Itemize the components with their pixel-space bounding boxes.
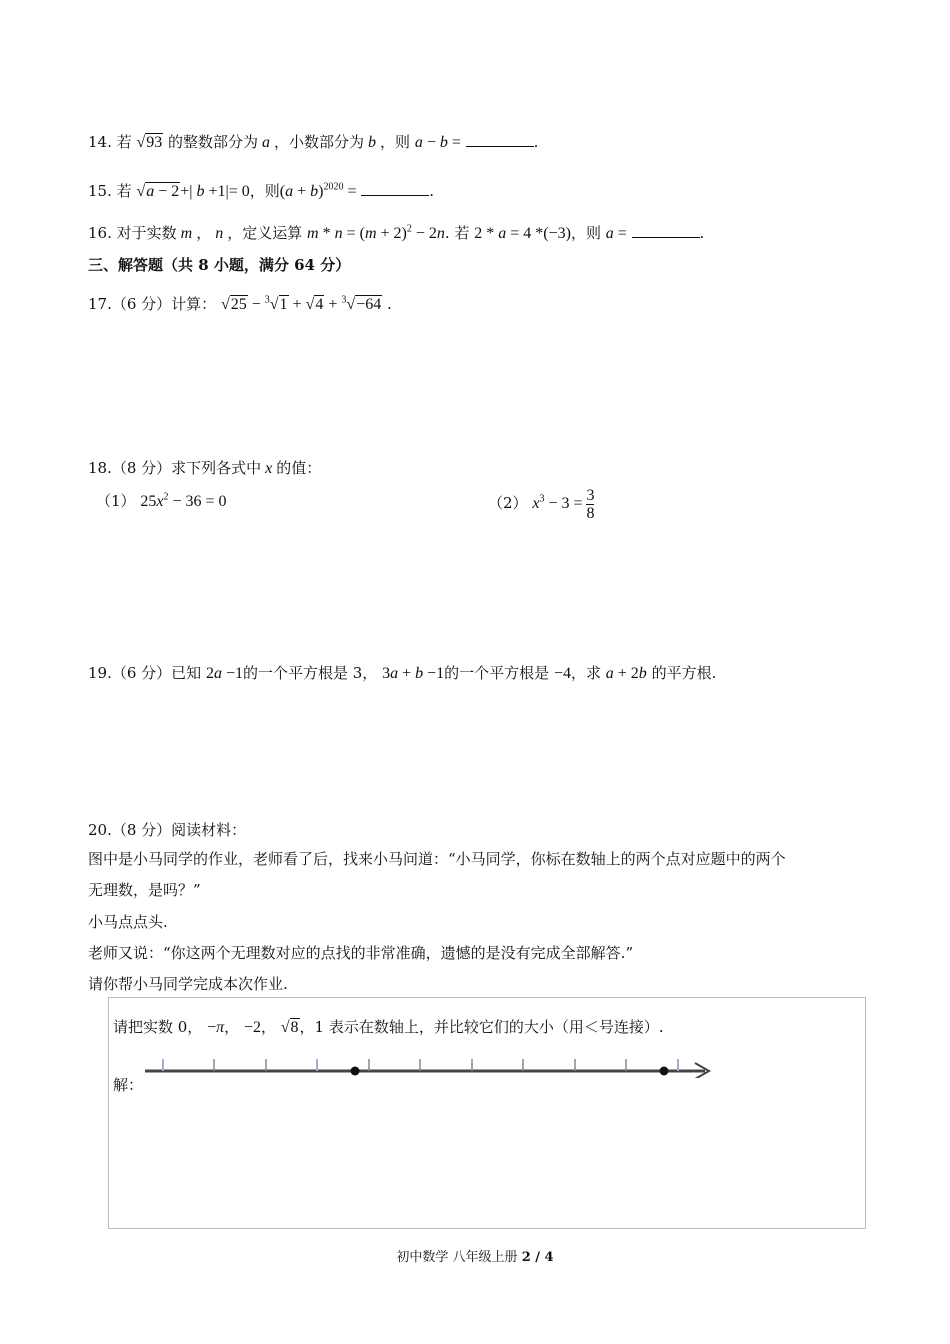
q15-expr: $(a + b)^{2020}$ = xyxy=(279,181,357,200)
box-sqrt8: √8 xyxy=(280,1019,299,1036)
q16-text5: ，则 xyxy=(570,224,601,242)
q14-sqrt93: √93 xyxy=(136,134,163,151)
q14-end: . xyxy=(533,133,539,151)
q17-label: 17.（6 分）计算： xyxy=(88,295,217,313)
q19-text2: 的一个平方根是 xyxy=(444,664,550,682)
q16-text: 对于实数 xyxy=(116,224,177,242)
q15-end: . xyxy=(429,182,435,200)
question-14: 14. 若 √93 的整数部分为 a ，小数部分为 b ，则 a − b = . xyxy=(88,133,539,151)
q20-line3: 小马点点头. xyxy=(88,913,168,931)
q16-text4: . 若 xyxy=(444,224,470,242)
q16-end: . xyxy=(699,224,705,242)
q15-answer-blank[interactable] xyxy=(361,181,429,196)
q16-answer-blank[interactable] xyxy=(632,223,700,238)
q15-text: 若 xyxy=(116,182,132,200)
q20-line4: 老师又说：“你这两个无理数对应的点找的非常准确，遗憾的是没有完成全部解答.” xyxy=(88,944,634,962)
number-line xyxy=(139,1054,719,1078)
q14-number: 14. xyxy=(88,133,112,151)
q14-answer-blank[interactable] xyxy=(466,132,534,147)
q18-label2: 的值： xyxy=(276,459,322,477)
q20-line1: 图中是小马同学的作业，老师看了后，找来小马问道：“小马同学，你标在数轴上的两个点对应题中的两个 xyxy=(88,850,786,868)
q18-part1-label: （1） xyxy=(96,492,136,510)
q18-part2-label: （2） xyxy=(488,494,528,513)
q20-line2: 无理数，是吗？” xyxy=(88,881,201,899)
homework-box xyxy=(108,997,866,1229)
q14-text3: ，小数部分为 xyxy=(274,133,365,151)
question-16: 16. 对于实数 m ， n ，定义运算 $m * n = (m + 2)^2 - 2n$. 若 2 * a = 4 *(−3)，则 a = . xyxy=(88,223,705,242)
box-neg2: −2 xyxy=(243,1019,261,1036)
question-15 xyxy=(88,180,434,201)
q16-number: 16. xyxy=(88,224,112,242)
q18-label: 18.（8 分）求下列各式中 xyxy=(88,459,262,477)
q15-condition: √a − 2+| b +1|= 0 xyxy=(136,183,250,200)
q19-expr2: 3a + b −1 xyxy=(382,665,445,682)
q14-expr: a − b = xyxy=(414,134,461,151)
question-19 xyxy=(88,662,716,683)
q15-text2: ，则 xyxy=(249,182,280,200)
q20-line5: 请你帮小马同学完成本次作业. xyxy=(88,975,288,993)
answer-label: 解： xyxy=(113,1076,144,1094)
q16-definition: $m * n = (m + 2)^2 - 2n$ xyxy=(307,223,445,242)
question-17 xyxy=(88,293,392,314)
q19-text3: ，求 xyxy=(570,664,601,682)
point-marker xyxy=(660,1067,669,1076)
point-marker xyxy=(351,1067,360,1076)
q18-part1 xyxy=(96,490,226,511)
box-text2: ， xyxy=(224,1018,240,1036)
q16-text2: ， xyxy=(196,224,212,242)
footer-text: 初中数学 八年级上册 xyxy=(396,1250,522,1265)
q18-part2-equation: $x^3 - 3$ = $\frac{3}{8}$ xyxy=(532,487,595,522)
q14-text: 若 xyxy=(116,133,132,151)
q18-part1-equation: $25x^2 - 36 = 0$ xyxy=(140,491,227,510)
box-text1: 请把实数 0， xyxy=(113,1018,203,1036)
q16-equation: 2 * a = 4 *(−3) xyxy=(474,225,571,242)
section-heading: 三、解答题（共 8 小题，满分 64 分） xyxy=(88,256,351,274)
q17-end: . xyxy=(386,295,392,313)
box-neg-pi: −π xyxy=(207,1019,225,1036)
q14-text4: ，则 xyxy=(380,133,411,151)
q19-text4: 的平方根. xyxy=(651,664,717,682)
page-number: 2 / 4 xyxy=(521,1250,554,1265)
q16-text3: ，定义运算 xyxy=(227,224,303,242)
q14-text2: 的整数部分为 xyxy=(168,133,259,151)
q19-value: −4 xyxy=(553,665,571,682)
q17-expression: √25 − $^3$√1 + √4 + $^3$√−64 xyxy=(220,294,382,313)
q19-text1: 的一个平方根是 3， xyxy=(242,664,378,682)
box-text4: ，1 表示在数轴上，并比较它们的大小（用＜号连接）. xyxy=(299,1018,664,1036)
page-footer xyxy=(0,1246,950,1265)
q18-part2 xyxy=(488,487,594,522)
q19-expr1: 2a −1 xyxy=(205,665,243,682)
q19-label: 19.（6 分）已知 xyxy=(88,664,202,682)
homework-prompt xyxy=(113,1016,664,1037)
q20-label: 20.（8 分）阅读材料： xyxy=(88,821,247,839)
box-text3: ， xyxy=(260,1018,276,1036)
q15-number: 15. xyxy=(88,182,112,200)
question-18: 18.（8 分）求下列各式中 x 的值： xyxy=(88,459,322,477)
q19-expr3: a + 2b xyxy=(605,665,647,682)
